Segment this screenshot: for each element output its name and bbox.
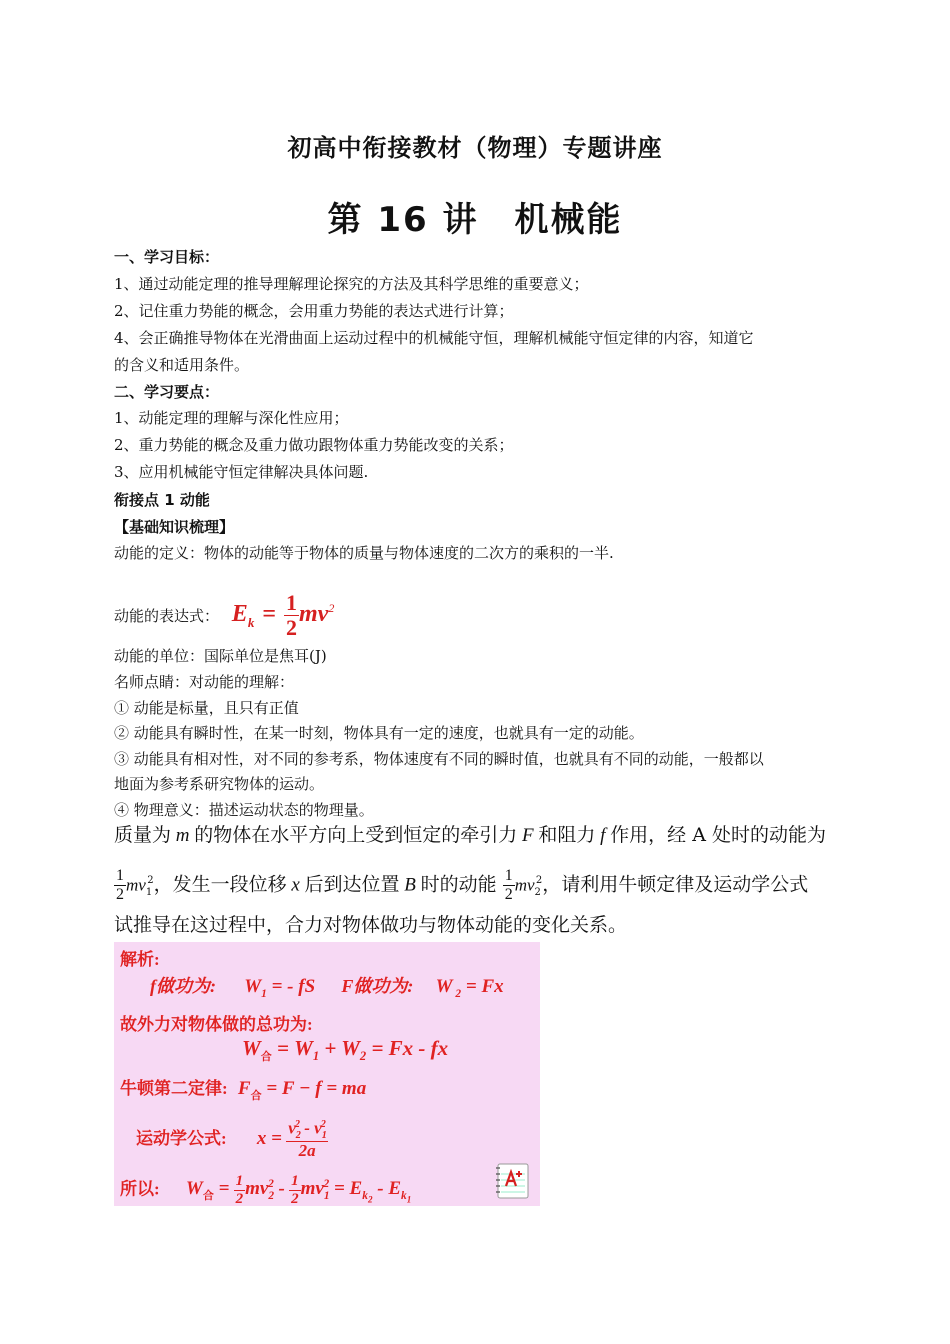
lecture-name: 机械能 [514,200,623,240]
work-f-row: f做功为: $W_1$ = - fS F做功为: W $_2$ = Fx [150,976,504,1000]
problem-text: 后到达位置 [304,873,400,896]
subscript-he: 合 [250,1089,262,1102]
problem-line-2: $\frac{1}{2}$ $mv_1^2$，发生一段位移 x 后到达位置 B 时的动能 $\frac{1}{2}$ $mv_2^2$，请利用牛顿定律及运动学公式 [116,867,809,903]
f-work-label: f做功为: [150,976,216,996]
kinematics-label: 运动学公式: [136,1129,227,1148]
problem-text: 作用，经 A 处时的动能为 [610,824,826,846]
lecture-title [0,192,950,241]
tip-item: ② 动能具有瞬时性，在某一时刻，物体具有一定的速度，也就具有一定的动能。 [114,724,644,742]
tip-item: ① 动能是标量，且只有正值 [114,699,299,717]
a-plus-grade-icon [492,1160,532,1200]
analysis-box [114,942,540,1206]
basics-subheading: 【基础知识梳理】 [114,518,235,536]
analysis-heading: 解析: [120,950,160,969]
ke-formula: $E_k$ = $\frac{1}{2}$ $mv^2$ [231,589,335,640]
point-item: 2、重力势能的概念及重力做功跟物体重力势能改变的关系； [114,436,514,454]
point1-heading: 衔接点 1 动能 [114,491,210,509]
problem-text: 和阻力 [538,824,596,846]
section-heading-goals: 一、学习目标： [114,248,220,266]
so-label: 所以: [120,1179,160,1199]
tips-heading: 名师点睛：对动能的理解： [114,673,295,691]
problem-text: ，发生一段位移 [153,873,287,896]
conclusion-row: 所以: $W_合$ = $\frac{1}{2}$ $mv_2^2$ - $\frac{1}{2}$ $mv_1^2 = E_{k_2} - E_{k_1}$ [120,1173,412,1207]
goal-item: 的含义和适用条件。 [114,356,250,374]
goal-item: 1、通过动能定理的推导理解理论探究的方法及其科学思维的重要意义； [114,275,589,293]
problem-text: 的物体在水平方向上受到恒定的牵引力 [194,824,518,846]
series-title: 初高中衔接教材（物理）专题讲座 [287,134,663,162]
lecture-number: 第 16 讲 [327,200,479,240]
ke-definition: 动能的定义：物体的动能等于物体的质量与物体速度的二次方的乘积的一半. [114,544,614,562]
problem-text: 质量为 [114,824,172,846]
kinematics-row: 运动学公式: x = $\frac{v_2^2 - v_1^2}{2a}$ [136,1118,327,1161]
goal-item: 4、会正确推导物体在光滑曲面上运动过程中的机械能守恒，理解机械能守恒定律的内容，知道它 [114,329,754,347]
tip-item: ④ 物理意义：描述运动状态的物理量。 [114,801,374,819]
ke-expression-line [114,578,840,638]
ke-unit: 动能的单位：国际单位是焦耳(J) [114,647,327,665]
subscript-he: 合 [202,1190,214,1203]
newton-row: 牛顿第二定律: $F_合 = F - f$ = ma [120,1078,367,1102]
subscript-he: 合 [260,1051,272,1064]
newton-label: 牛顿第二定律: [120,1079,228,1098]
section-heading-points: 二、学习要点： [114,383,220,401]
problem-text: ，请利用牛顿定律及运动学公式 [542,873,809,896]
tip-item: ③ 动能具有相对性，对不同的参考系，物体速度有不同的瞬时值，也就具有不同的动能，一般都以 [114,750,764,768]
ke-expression-label: 动能的表达式： [114,607,220,625]
F-work-label: F做功为: [341,976,414,996]
point-item: 1、动能定理的理解与深化性应用； [114,409,349,427]
problem-text: 时的动能 [420,873,497,896]
problem-line-3: 试推导在这过程中，合力对物体做功与物体动能的变化关系。 [114,914,628,936]
total-work-label: 故外力对物体做的总功为: [120,1015,313,1034]
total-work-formula: $W_合 = W_1 + W_2 = Fx$ - fx [242,1036,449,1064]
point-item: 3、应用机械能守恒定律解决具体问题. [114,463,369,481]
problem-line-1: 质量为 m 的物体在水平方向上受到恒定的牵引力 F 和阻力 f 作用，经 A 处时的动能为 [114,824,826,846]
goal-item: 2、记住重力势能的概念，会用重力势能的表达式进行计算； [114,302,514,320]
tip-item: 地面为参考系研究物体的运动。 [114,775,325,793]
